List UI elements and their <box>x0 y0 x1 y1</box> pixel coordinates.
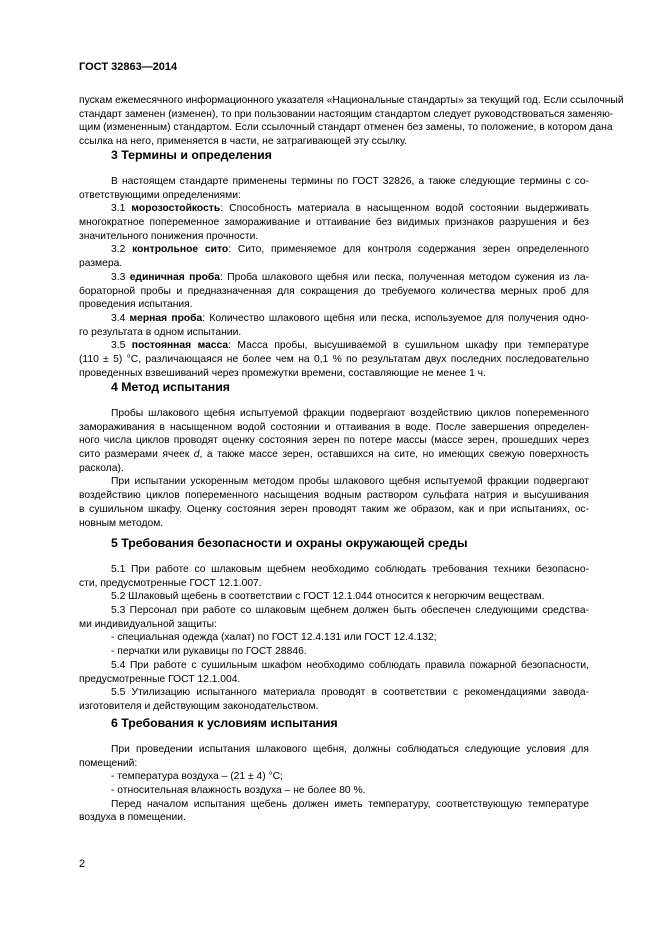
text-line: 5.5 Утилизацию испытанного материала проводят в соответствии с рекомендациями завода- <box>111 687 589 699</box>
text-line: го результата в одном испытании. <box>79 326 242 338</box>
document-header: ГОСТ 32863—2014 <box>79 61 178 73</box>
section-4-body <box>79 407 589 530</box>
text-line: многократное попеременное замораживание и оттаивание без видимых признаков разрушения и без <box>79 217 589 229</box>
page-number: 2 <box>79 858 86 870</box>
variable-d: d <box>193 449 200 461</box>
list-item: - относительная влажность воздуха – не более 80 %. <box>111 785 366 797</box>
text-line: 5.2 Шлаковый щебень в соответствии с ГОСТ 12.1.044 относится к негорючим веществам. <box>111 591 545 603</box>
text-line: В настоящем стандарте применены термины по ГОСТ 32826, а также следующие термины с со- <box>111 176 589 187</box>
text-line: 5.3 Персонал при работе со шлаковым щебнем должен быть обеспечен следующими средства- <box>111 605 589 617</box>
text-line: проведения испытания. <box>79 299 193 311</box>
intro-paragraph <box>79 94 624 149</box>
text-line: При испытании ускоренным методом пробы шлакового щебня испытуемой фракции подвергают <box>111 476 589 488</box>
text-line: стандарт заменен (изменен), то при пользовании настоящим стандартом следует руководствоваться заменяю- <box>79 108 614 120</box>
text-line: щим (измененным) стандартом. Если ссылочный стандарт отменен без замены, то положение, в котором дана <box>79 122 613 134</box>
text-line: сито размерами ячеек d, а также массе зерен, оставшихся на сите, но имеющих свежую поверхность <box>79 449 589 461</box>
term-3-3: 3.3 единичная проба: Проба шлакового щебня или песка, полученная методом сужения из ла- <box>111 271 589 283</box>
term-3-4: 3.4 мерная проба: Количество шлакового щебня или песка, используемое для получения одно- <box>111 312 589 324</box>
text-line: пускам ежемесячного информационного указателя «Национальные стандарты» за текущий год. Если ссылочный <box>79 95 624 106</box>
text-line: значительного понижения прочности. <box>79 230 259 242</box>
term-3-2: 3.2 контрольное сито: Сито, применяемое для контроля содержания зерен определенного <box>111 244 589 256</box>
term-3-5: 3.5 постоянная масса: Масса пробы, высушиваемой в сушильном шкафу при температуре <box>111 340 589 352</box>
text-line: помещений: <box>79 757 138 769</box>
text-line: ного числа циклов проводят оценку состояния зерен по потере массы (массе зерен, прошедших через <box>79 435 589 447</box>
list-item: - перчатки или рукавицы по ГОСТ 28846. <box>111 646 307 658</box>
section-6-body <box>79 743 589 825</box>
text-line: 5.4 При работе с сушильным шкафом необходимо соблюдать правила пожарной безопасности, <box>111 659 589 671</box>
section-3-body <box>79 175 589 380</box>
text-line: новным методом. <box>79 517 164 529</box>
term-3-1: 3.1 морозостойкость: Способность материала в насыщенном водой состоянии выдерживать <box>111 203 589 215</box>
text-line: раскола). <box>79 462 124 474</box>
text-line: сти, предусмотренные ГОСТ 12.1.007. <box>79 577 262 589</box>
text-line: воздуха в помещении. <box>79 812 186 824</box>
text-line: ответствующими определениями: <box>79 189 241 201</box>
text-line: бораторной пробы и предназначенная для сокращения до требуемого количества мерных проб для <box>79 285 589 297</box>
text-line: воздействию циклов попеременного насыщения водным раствором сульфата натрия и высушивания <box>79 490 589 502</box>
section-3-title: 3 Термины и определения <box>111 148 272 162</box>
list-item: - температура воздуха – (21 ± 4) °С; <box>111 771 283 783</box>
text-line: в сушильном шкафу. Оценку состояния зерен проводят таким же образом, как и при испытаниях, ос- <box>79 503 589 515</box>
section-4-title: 4 Метод испытания <box>111 380 230 394</box>
text-line: ми индивидуальной защиты: <box>79 618 217 630</box>
text-line: изготовителя и действующим законодательством. <box>79 700 319 712</box>
text-line: размера. <box>79 258 123 270</box>
text-line: замораживания в насыщенном водой состоянии и оттаивания в воде. После завершения определен- <box>79 421 589 433</box>
text-line: (110 ± 5) °С, различающаяся не более чем на 0,1 % по результатам двух последних последовательно <box>79 353 589 365</box>
text-line: При проведении испытания шлакового щебня, должны соблюдаться следующие условия для <box>111 744 589 755</box>
section-5-body <box>79 563 589 714</box>
text-line: проведенных взвешиваний через промежутки времени, составляющие не менее 1 ч. <box>79 367 486 379</box>
text-line: предусмотренные ГОСТ 12.1.004. <box>79 673 241 685</box>
list-item: - специальная одежда (халат) по ГОСТ 12.4.131 или ГОСТ 12.4.132; <box>111 632 437 644</box>
text-line: 5.1 При работе со шлаковым щебнем необходимо соблюдать требования техники безопасно- <box>111 564 589 575</box>
section-5-title: 5 Требования безопасности и охраны окружающей среды <box>111 536 468 550</box>
section-6-title: 6 Требования к условиям испытания <box>111 716 338 730</box>
text-line: Пробы шлакового щебня испытуемой фракции подвергают воздействию циклов попеременного <box>111 408 589 419</box>
text-line: ссылка на него, применяется в части, не затрагивающей эту ссылку. <box>79 136 407 148</box>
text-line: Перед началом испытания щебень должен иметь температуру, соответствующую температуре <box>111 798 589 810</box>
